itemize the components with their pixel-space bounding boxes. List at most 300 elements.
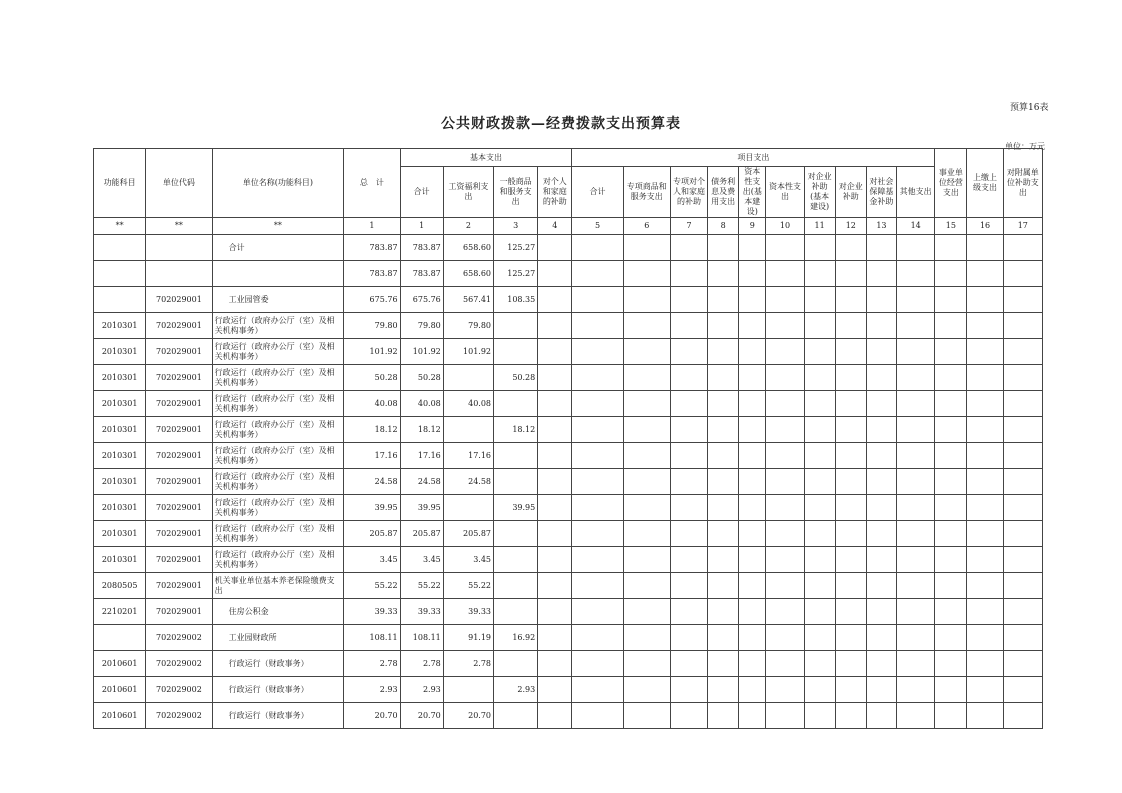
empty-cell (897, 495, 935, 521)
empty-cell (967, 287, 1003, 313)
unit-code-cell: 702029001 (146, 443, 212, 469)
empty-cell (1003, 417, 1042, 443)
table-row (94, 443, 1043, 469)
header-project-personal: 专项对个人和家庭的补助 (670, 167, 707, 218)
personal-cell (538, 365, 572, 391)
goods-cell: 16.92 (494, 625, 538, 651)
total-cell: 39.95 (344, 495, 400, 521)
func-code-cell: 2010301 (94, 495, 146, 521)
empty-cell (623, 495, 670, 521)
empty-cell (866, 469, 896, 495)
empty-cell (708, 469, 739, 495)
empty-cell (739, 677, 766, 703)
empty-cell (804, 391, 835, 417)
index-cell: 2 (443, 218, 493, 235)
empty-cell (835, 235, 866, 261)
index-cell: 6 (623, 218, 670, 235)
unit-code-cell: 702029001 (146, 339, 212, 365)
func-code-cell: 2010301 (94, 547, 146, 573)
empty-cell (866, 651, 896, 677)
empty-cell (623, 651, 670, 677)
empty-cell (766, 261, 804, 287)
personal-cell (538, 235, 572, 261)
empty-cell (708, 703, 739, 729)
unit-code-cell: 702029001 (146, 417, 212, 443)
table-row (94, 651, 1043, 677)
empty-cell (708, 599, 739, 625)
empty-cell (935, 443, 967, 469)
basic-total-cell: 18.12 (400, 417, 443, 443)
wage-cell: 101.92 (443, 339, 493, 365)
empty-cell (739, 495, 766, 521)
goods-cell: 125.27 (494, 261, 538, 287)
total-cell: 55.22 (344, 573, 400, 599)
empty-cell (1003, 469, 1042, 495)
empty-cell (967, 677, 1003, 703)
table-row (94, 547, 1043, 573)
empty-cell (623, 573, 670, 599)
basic-total-cell: 205.87 (400, 521, 443, 547)
header-social: 对社会保障基金补助 (866, 167, 896, 218)
empty-cell (623, 625, 670, 651)
empty-cell (572, 365, 623, 391)
empty-cell (967, 495, 1003, 521)
unit-name-cell: 机关事业单位基本养老保险缴费支出 (212, 573, 344, 599)
func-code-cell (94, 261, 146, 287)
basic-total-cell: 2.93 (400, 677, 443, 703)
empty-cell (670, 443, 707, 469)
basic-total-cell: 79.80 (400, 313, 443, 339)
empty-cell (866, 365, 896, 391)
empty-cell (739, 261, 766, 287)
empty-cell (1003, 495, 1042, 521)
unit-code-cell: 702029002 (146, 677, 212, 703)
empty-cell (1003, 677, 1042, 703)
empty-cell (804, 313, 835, 339)
empty-cell (708, 547, 739, 573)
func-code-cell: 2010601 (94, 677, 146, 703)
personal-cell (538, 703, 572, 729)
empty-cell (766, 339, 804, 365)
empty-cell (897, 677, 935, 703)
empty-cell (897, 313, 935, 339)
unit-name-cell: 工业园管委 (212, 287, 344, 313)
goods-cell (494, 443, 538, 469)
empty-cell (572, 573, 623, 599)
wage-cell: 205.87 (443, 521, 493, 547)
personal-cell (538, 339, 572, 365)
empty-cell (866, 235, 896, 261)
unit-name-cell: 行政运行（政府办公厅（室）及相关机构事务） (212, 469, 344, 495)
empty-cell (935, 469, 967, 495)
header-unit-name: 单位名称(功能科目) (212, 149, 344, 218)
empty-cell (935, 651, 967, 677)
basic-total-cell: 39.95 (400, 495, 443, 521)
empty-cell (739, 313, 766, 339)
table-row (94, 599, 1043, 625)
empty-cell (708, 521, 739, 547)
empty-cell (935, 625, 967, 651)
empty-cell (835, 261, 866, 287)
empty-cell (766, 391, 804, 417)
empty-cell (766, 677, 804, 703)
empty-cell (804, 625, 835, 651)
index-cell: 10 (766, 218, 804, 235)
index-cell: 3 (494, 218, 538, 235)
wage-cell: 39.33 (443, 599, 493, 625)
unit-code-cell: 702029001 (146, 599, 212, 625)
wage-cell: 40.08 (443, 391, 493, 417)
empty-cell (804, 521, 835, 547)
empty-cell (670, 495, 707, 521)
empty-cell (804, 677, 835, 703)
header-basic-total: 合计 (400, 167, 443, 218)
empty-cell (804, 599, 835, 625)
empty-cell (835, 391, 866, 417)
table-row (94, 339, 1043, 365)
unit-code-cell: 702029002 (146, 703, 212, 729)
empty-cell (804, 495, 835, 521)
empty-cell (835, 313, 866, 339)
empty-cell (1003, 365, 1042, 391)
header-total: 总 计 (344, 149, 400, 218)
empty-cell (967, 235, 1003, 261)
unit-name-cell: 行政运行（政府办公厅（室）及相关机构事务） (212, 417, 344, 443)
empty-cell (935, 235, 967, 261)
header-subsidiary: 对附属单位补助支出 (1003, 149, 1042, 218)
empty-cell (967, 703, 1003, 729)
empty-cell (866, 677, 896, 703)
empty-cell (766, 313, 804, 339)
empty-cell (835, 703, 866, 729)
empty-cell (572, 469, 623, 495)
empty-cell (739, 339, 766, 365)
personal-cell (538, 313, 572, 339)
basic-total-cell: 2.78 (400, 651, 443, 677)
unit-code-cell: 702029001 (146, 469, 212, 495)
empty-cell (897, 417, 935, 443)
unit-code-cell: 702029001 (146, 287, 212, 313)
empty-cell (897, 521, 935, 547)
empty-cell (835, 417, 866, 443)
basic-total-cell: 783.87 (400, 235, 443, 261)
empty-cell (897, 261, 935, 287)
total-cell: 2.93 (344, 677, 400, 703)
table-row (94, 235, 1043, 261)
total-cell: 40.08 (344, 391, 400, 417)
wage-cell (443, 677, 493, 703)
empty-cell (835, 547, 866, 573)
empty-cell (835, 339, 866, 365)
index-cell: ** (146, 218, 212, 235)
empty-cell (935, 417, 967, 443)
empty-cell (670, 703, 707, 729)
empty-cell (866, 417, 896, 443)
index-row (94, 218, 1043, 235)
table-row (94, 469, 1043, 495)
unit-code-cell: 702029001 (146, 391, 212, 417)
empty-cell (866, 703, 896, 729)
empty-cell (708, 339, 739, 365)
empty-cell (623, 521, 670, 547)
empty-cell (897, 469, 935, 495)
goods-cell (494, 599, 538, 625)
func-code-cell: 2010301 (94, 469, 146, 495)
table-row (94, 261, 1043, 287)
empty-cell (866, 521, 896, 547)
empty-cell (897, 703, 935, 729)
index-cell: 1 (400, 218, 443, 235)
unit-name-cell: 行政运行（政府办公厅（室）及相关机构事务） (212, 365, 344, 391)
wage-cell: 2.78 (443, 651, 493, 677)
index-cell: ** (212, 218, 344, 235)
index-cell: 8 (708, 218, 739, 235)
empty-cell (866, 261, 896, 287)
wage-cell: 567.41 (443, 287, 493, 313)
empty-cell (1003, 235, 1042, 261)
empty-cell (804, 469, 835, 495)
empty-cell (935, 573, 967, 599)
empty-cell (670, 313, 707, 339)
func-code-cell (94, 287, 146, 313)
total-cell: 18.12 (344, 417, 400, 443)
empty-cell (623, 417, 670, 443)
empty-cell (623, 313, 670, 339)
empty-cell (897, 391, 935, 417)
header-enterprise: 对企业补助 (835, 167, 866, 218)
empty-cell (766, 469, 804, 495)
empty-cell (670, 599, 707, 625)
empty-cell (1003, 521, 1042, 547)
basic-total-cell: 24.58 (400, 469, 443, 495)
empty-cell (572, 261, 623, 287)
index-cell: 5 (572, 218, 623, 235)
empty-cell (935, 703, 967, 729)
header-other: 其他支出 (897, 167, 935, 218)
empty-cell (866, 599, 896, 625)
goods-cell (494, 703, 538, 729)
empty-cell (1003, 651, 1042, 677)
personal-cell (538, 573, 572, 599)
empty-cell (572, 417, 623, 443)
empty-cell (967, 521, 1003, 547)
unit-code-cell: 702029001 (146, 365, 212, 391)
empty-cell (708, 417, 739, 443)
empty-cell (739, 651, 766, 677)
empty-cell (1003, 339, 1042, 365)
empty-cell (623, 339, 670, 365)
empty-cell (835, 521, 866, 547)
empty-cell (766, 625, 804, 651)
empty-cell (623, 261, 670, 287)
wage-cell: 658.60 (443, 261, 493, 287)
empty-cell (967, 365, 1003, 391)
personal-cell (538, 287, 572, 313)
unit-code-cell: 702029001 (146, 313, 212, 339)
wage-cell: 20.70 (443, 703, 493, 729)
empty-cell (670, 573, 707, 599)
empty-cell (572, 339, 623, 365)
empty-cell (739, 599, 766, 625)
personal-cell (538, 261, 572, 287)
table-row (94, 417, 1043, 443)
personal-cell (538, 469, 572, 495)
unit-name-cell: 工业园财政所 (212, 625, 344, 651)
empty-cell (708, 287, 739, 313)
wage-cell (443, 417, 493, 443)
empty-cell (1003, 261, 1042, 287)
unit-code-cell: 702029002 (146, 625, 212, 651)
index-cell: ** (94, 218, 146, 235)
empty-cell (766, 443, 804, 469)
empty-cell (1003, 573, 1042, 599)
page-title: 公共财政拨款—经费拨款支出预算表 (441, 116, 681, 132)
budget-table (93, 148, 1043, 729)
basic-total-cell: 108.11 (400, 625, 443, 651)
wage-cell: 658.60 (443, 235, 493, 261)
func-code-cell: 2010601 (94, 651, 146, 677)
basic-total-cell: 20.70 (400, 703, 443, 729)
header-func-code: 功能科目 (94, 149, 146, 218)
empty-cell (739, 469, 766, 495)
goods-cell: 50.28 (494, 365, 538, 391)
unit-name-cell: 行政运行（政府办公厅（室）及相关机构事务） (212, 443, 344, 469)
unit-name-cell: 行政运行（政府办公厅（室）及相关机构事务） (212, 339, 344, 365)
empty-cell (739, 573, 766, 599)
basic-total-cell: 675.76 (400, 287, 443, 313)
empty-cell (572, 287, 623, 313)
personal-cell (538, 495, 572, 521)
empty-cell (967, 391, 1003, 417)
empty-cell (623, 677, 670, 703)
empty-cell (866, 625, 896, 651)
empty-cell (708, 443, 739, 469)
empty-cell (670, 235, 707, 261)
empty-cell (866, 339, 896, 365)
unit-name-cell: 行政运行（政府办公厅（室）及相关机构事务） (212, 313, 344, 339)
personal-cell (538, 651, 572, 677)
empty-cell (835, 365, 866, 391)
empty-cell (897, 365, 935, 391)
header-enterprise-build: 对企业补助(基本建设) (804, 167, 835, 218)
empty-cell (804, 651, 835, 677)
empty-cell (967, 625, 1003, 651)
empty-cell (1003, 287, 1042, 313)
empty-cell (670, 391, 707, 417)
empty-cell (739, 703, 766, 729)
goods-cell (494, 339, 538, 365)
empty-cell (804, 235, 835, 261)
empty-cell (766, 365, 804, 391)
personal-cell (538, 677, 572, 703)
personal-cell (538, 417, 572, 443)
empty-cell (967, 261, 1003, 287)
index-cell: 12 (835, 218, 866, 235)
empty-cell (572, 235, 623, 261)
index-cell: 17 (1003, 218, 1042, 235)
total-cell: 24.58 (344, 469, 400, 495)
unit-label: 单位：万元 (1005, 142, 1045, 151)
empty-cell (804, 339, 835, 365)
empty-cell (967, 417, 1003, 443)
index-cell: 15 (935, 218, 967, 235)
header-project: 项目支出 (572, 149, 935, 167)
empty-cell (835, 469, 866, 495)
header-inst: 事业单位经营支出 (935, 149, 967, 218)
empty-cell (935, 365, 967, 391)
wage-cell: 24.58 (443, 469, 493, 495)
empty-cell (572, 443, 623, 469)
empty-cell (739, 443, 766, 469)
empty-cell (1003, 391, 1042, 417)
empty-cell (572, 703, 623, 729)
empty-cell (623, 235, 670, 261)
unit-name-cell: 行政运行（财政事务） (212, 703, 344, 729)
empty-cell (897, 573, 935, 599)
empty-cell (708, 651, 739, 677)
empty-cell (670, 651, 707, 677)
empty-cell (670, 625, 707, 651)
personal-cell (538, 443, 572, 469)
empty-cell (623, 703, 670, 729)
func-code-cell (94, 625, 146, 651)
index-cell: 9 (739, 218, 766, 235)
empty-cell (897, 235, 935, 261)
unit-name-cell: 行政运行（政府办公厅（室）及相关机构事务） (212, 495, 344, 521)
empty-cell (866, 495, 896, 521)
empty-cell (935, 495, 967, 521)
empty-cell (623, 469, 670, 495)
func-code-cell: 2010301 (94, 313, 146, 339)
personal-cell (538, 391, 572, 417)
empty-cell (967, 651, 1003, 677)
header-unit-code: 单位代码 (146, 149, 212, 218)
index-cell: 14 (897, 218, 935, 235)
header-capital: 资本性支出 (766, 167, 804, 218)
empty-cell (967, 547, 1003, 573)
empty-cell (708, 677, 739, 703)
personal-cell (538, 625, 572, 651)
goods-cell (494, 521, 538, 547)
empty-cell (866, 443, 896, 469)
goods-cell (494, 547, 538, 573)
empty-cell (572, 391, 623, 417)
func-code-cell: 2010301 (94, 417, 146, 443)
unit-code-cell: 702029001 (146, 573, 212, 599)
empty-cell (935, 261, 967, 287)
empty-cell (897, 651, 935, 677)
empty-cell (967, 443, 1003, 469)
table-row (94, 703, 1043, 729)
empty-cell (670, 677, 707, 703)
goods-cell (494, 469, 538, 495)
header-goods: 一般商品和服务支出 (494, 167, 538, 218)
empty-cell (670, 287, 707, 313)
empty-cell (1003, 703, 1042, 729)
empty-cell (708, 313, 739, 339)
unit-code-cell: 702029002 (146, 651, 212, 677)
empty-cell (935, 677, 967, 703)
empty-cell (835, 573, 866, 599)
total-cell: 3.45 (344, 547, 400, 573)
empty-cell (766, 287, 804, 313)
empty-cell (804, 287, 835, 313)
empty-cell (804, 365, 835, 391)
empty-cell (897, 443, 935, 469)
empty-cell (1003, 625, 1042, 651)
index-cell: 11 (804, 218, 835, 235)
empty-cell (670, 365, 707, 391)
